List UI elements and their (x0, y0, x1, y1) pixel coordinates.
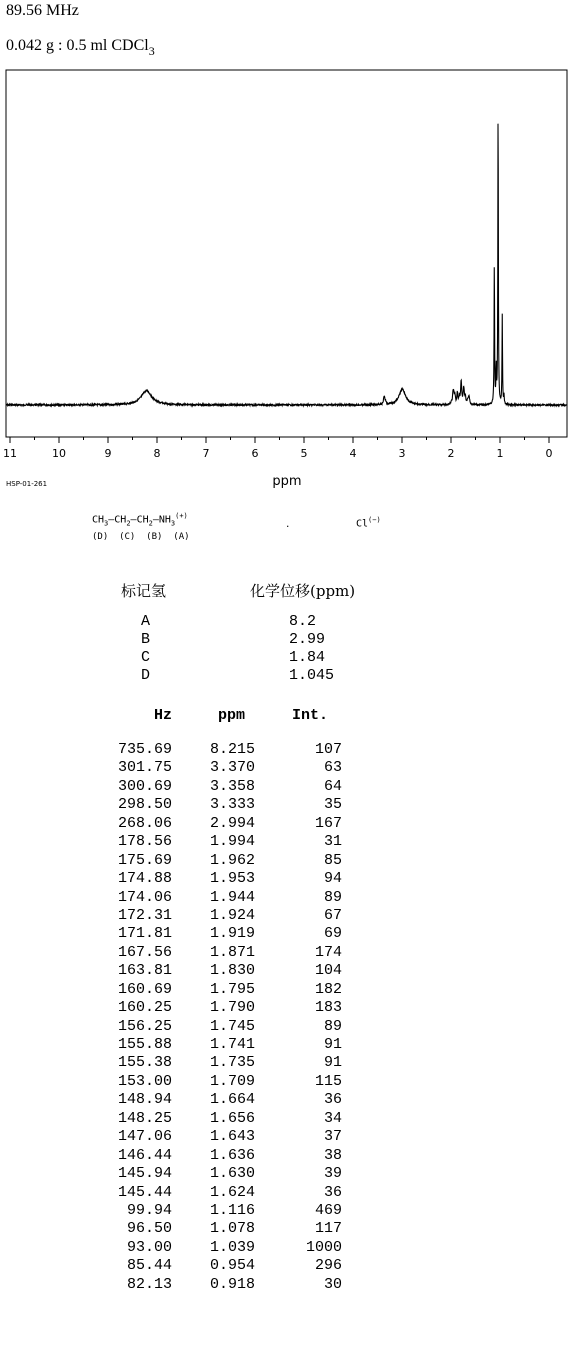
x-tick-label: 2 (447, 447, 455, 460)
table-row (0, 1091, 570, 1109)
peak-int: 39 (323, 1165, 342, 1183)
peak-col-hz: Hz (154, 707, 173, 724)
peak-ppm: 1.745 (210, 1017, 256, 1035)
x-tick-label: 9 (104, 447, 112, 460)
table-row (0, 1036, 570, 1054)
peak-ppm: 1.871 (210, 943, 256, 961)
peak-hz: 174.06 (117, 888, 172, 906)
x-tick-label: 0 (545, 447, 553, 460)
peak-ppm: 1.830 (210, 962, 256, 980)
peak-hz: 148.25 (117, 1109, 172, 1127)
x-tick-label: 6 (251, 447, 259, 460)
peak-ppm: 1.078 (210, 1220, 256, 1238)
table-row (0, 962, 570, 980)
peak-hz: 300.69 (117, 777, 172, 795)
peak-hz: 160.69 (117, 980, 172, 998)
peak-ppm: 1.643 (210, 1128, 256, 1146)
peak-int: 117 (314, 1220, 342, 1238)
peak-int: 67 (323, 906, 342, 924)
peak-int: 37 (323, 1128, 342, 1146)
peak-hz: 155.38 (117, 1054, 172, 1072)
peak-hz: 172.31 (117, 906, 172, 924)
peak-int: 296 (314, 1257, 342, 1275)
peak-ppm: 1.790 (210, 999, 256, 1017)
table-row (0, 870, 570, 888)
peak-ppm: 1.630 (210, 1165, 256, 1183)
peak-hz: 82.13 (126, 1275, 172, 1293)
peak-int: 94 (323, 870, 342, 888)
table-row (0, 999, 570, 1017)
x-tick-label: 3 (398, 447, 406, 460)
table-row (0, 759, 570, 777)
table-row (0, 1018, 570, 1036)
x-axis-title: ppm (272, 474, 302, 489)
assignment-label: B (141, 631, 151, 648)
peak-hz: 298.50 (117, 796, 172, 814)
table-row (0, 925, 570, 943)
table-row (0, 907, 570, 925)
peak-hz: 160.25 (117, 999, 172, 1017)
peak-ppm: 1.709 (210, 1072, 256, 1090)
table-row (0, 1147, 570, 1165)
peak-ppm: 0.954 (210, 1257, 256, 1275)
peak-hz: 145.94 (117, 1165, 172, 1183)
peak-int: 115 (314, 1072, 342, 1090)
peak-int: 64 (323, 777, 342, 795)
proton-labels: (D) (C) (B) (A) (92, 532, 190, 542)
table-row (0, 1184, 570, 1202)
table-row (0, 778, 570, 796)
assignment-row (0, 613, 570, 631)
peak-hz: 146.44 (117, 1146, 172, 1164)
peak-hz: 153.00 (117, 1072, 172, 1090)
peak-ppm: 2.994 (210, 814, 256, 832)
peak-ppm: 3.358 (210, 777, 256, 795)
peak-col-ppm: ppm (218, 707, 246, 724)
peak-col-int: Int. (292, 707, 329, 724)
peak-ppm: 1.953 (210, 870, 256, 888)
peak-int: 167 (314, 814, 342, 832)
assignment-table (0, 613, 570, 685)
assignment-label: D (141, 667, 151, 684)
assignment-shift: 8.2 (289, 613, 317, 630)
peak-ppm: 1.919 (210, 925, 256, 943)
table-row (0, 1073, 570, 1091)
x-tick-label: 7 (202, 447, 210, 460)
peak-int: 34 (323, 1109, 342, 1127)
peak-ppm: 1.656 (210, 1109, 256, 1127)
table-row (0, 1257, 570, 1275)
x-axis (3, 437, 553, 460)
peak-int: 38 (323, 1146, 342, 1164)
peak-int: 183 (314, 999, 342, 1017)
peak-ppm: 1.962 (210, 851, 256, 869)
peak-ppm: 1.741 (210, 1036, 256, 1053)
peak-table (0, 741, 570, 1294)
table-row (0, 852, 570, 870)
peak-hz: 156.25 (117, 1017, 172, 1035)
peak-int: 85 (323, 851, 342, 869)
sample-subscript: 3 (148, 44, 155, 58)
peak-int: 63 (323, 759, 342, 777)
table-row (0, 889, 570, 907)
salt-separator: . (285, 520, 291, 530)
sample-text: 0.042 g : 0.5 ml CDCl (6, 37, 149, 54)
peak-ppm: 1.795 (210, 980, 256, 998)
structural-formula: $CH_3—CH_2—CH_2—NH_3^{(+)}$ (92, 512, 188, 528)
x-tick-label: 10 (52, 447, 66, 460)
spectrum-trace (6, 124, 567, 406)
peak-ppm: 8.215 (210, 741, 256, 758)
assignment-col-shift: 化学位移(ppm) (250, 582, 356, 600)
table-row (0, 1054, 570, 1072)
assignment-row (0, 667, 570, 685)
peak-hz: 99.94 (126, 1201, 172, 1219)
peak-int: 182 (314, 980, 342, 998)
peak-hz: 171.81 (117, 925, 172, 943)
assignment-shift: 1.045 (289, 667, 335, 684)
sample-concentration (6, 37, 155, 59)
table-row (0, 1165, 570, 1183)
peak-ppm: 1.636 (210, 1146, 256, 1164)
peak-ppm: 1.994 (210, 833, 256, 851)
peak-int: 36 (323, 1183, 342, 1201)
peak-hz: 147.06 (117, 1128, 172, 1146)
peak-int: 69 (323, 925, 342, 943)
peak-int: 30 (323, 1275, 342, 1293)
table-row (0, 1202, 570, 1220)
peak-int: 89 (323, 1017, 342, 1035)
peak-int: 469 (314, 1201, 342, 1219)
table-row (0, 833, 570, 851)
x-tick-label: 5 (300, 447, 308, 460)
x-tick-label: 11 (3, 447, 17, 460)
peak-ppm: 1.039 (210, 1238, 256, 1256)
peak-hz: 148.94 (117, 1091, 172, 1109)
peak-int: 174 (314, 943, 342, 961)
peak-ppm: 3.370 (210, 759, 256, 777)
peak-hz: 301.75 (117, 759, 172, 777)
table-row (0, 1276, 570, 1294)
spectrum-code: HSP-01-261 (6, 480, 48, 488)
assignment-col-label: 标记氢 (121, 582, 167, 600)
assignment-header (0, 580, 570, 602)
peak-int: 107 (314, 741, 342, 758)
table-row (0, 1239, 570, 1257)
table-row (0, 981, 570, 999)
x-tick-label: 4 (349, 447, 357, 460)
peak-ppm: 1.624 (210, 1183, 256, 1201)
peak-hz: 735.69 (117, 741, 172, 758)
peak-hz: 155.88 (117, 1036, 172, 1053)
plot-frame (6, 70, 567, 437)
assignment-shift: 1.84 (289, 649, 326, 666)
peak-hz: 85.44 (126, 1257, 172, 1275)
peak-int: 104 (314, 962, 342, 980)
peak-int: 31 (323, 833, 342, 851)
peak-hz: 174.88 (117, 870, 172, 888)
table-row (0, 796, 570, 814)
peak-int: 91 (323, 1036, 342, 1053)
peak-ppm: 1.944 (210, 888, 256, 906)
x-tick-label: 8 (153, 447, 161, 460)
peak-hz: 178.56 (117, 833, 172, 851)
assignment-shift: 2.99 (289, 631, 326, 648)
peak-hz: 96.50 (126, 1220, 172, 1238)
peak-hz: 268.06 (117, 814, 172, 832)
peak-hz: 175.69 (117, 851, 172, 869)
peak-ppm: 1.735 (210, 1054, 256, 1072)
peak-hz: 93.00 (126, 1238, 172, 1256)
peak-ppm: 1.664 (210, 1091, 256, 1109)
peak-hz: 163.81 (117, 962, 172, 980)
peak-hz: 167.56 (117, 943, 172, 961)
peak-ppm: 3.333 (210, 796, 256, 814)
peak-int: 35 (323, 796, 342, 814)
table-row (0, 944, 570, 962)
table-row (0, 1220, 570, 1238)
table-row (0, 815, 570, 833)
table-row (0, 741, 570, 759)
table-row (0, 1110, 570, 1128)
counter-anion: Cl(−) (356, 516, 381, 530)
peak-ppm: 1.116 (210, 1201, 256, 1219)
peak-hz: 145.44 (117, 1183, 172, 1201)
assignment-row (0, 649, 570, 667)
peak-int: 36 (323, 1091, 342, 1109)
assignment-label: A (141, 613, 151, 630)
peak-int: 89 (323, 888, 342, 906)
spectrometer-frequency: 89.56 MHz (6, 2, 79, 19)
table-row (0, 1128, 570, 1146)
peak-ppm: 1.924 (210, 906, 256, 924)
peak-ppm: 0.918 (210, 1275, 256, 1293)
x-tick-label: 1 (496, 447, 504, 460)
peak-int: 91 (323, 1054, 342, 1072)
assignment-label: C (141, 649, 151, 666)
peak-int: 1000 (305, 1238, 342, 1256)
peak-table-header (0, 707, 570, 729)
assignment-row (0, 631, 570, 649)
